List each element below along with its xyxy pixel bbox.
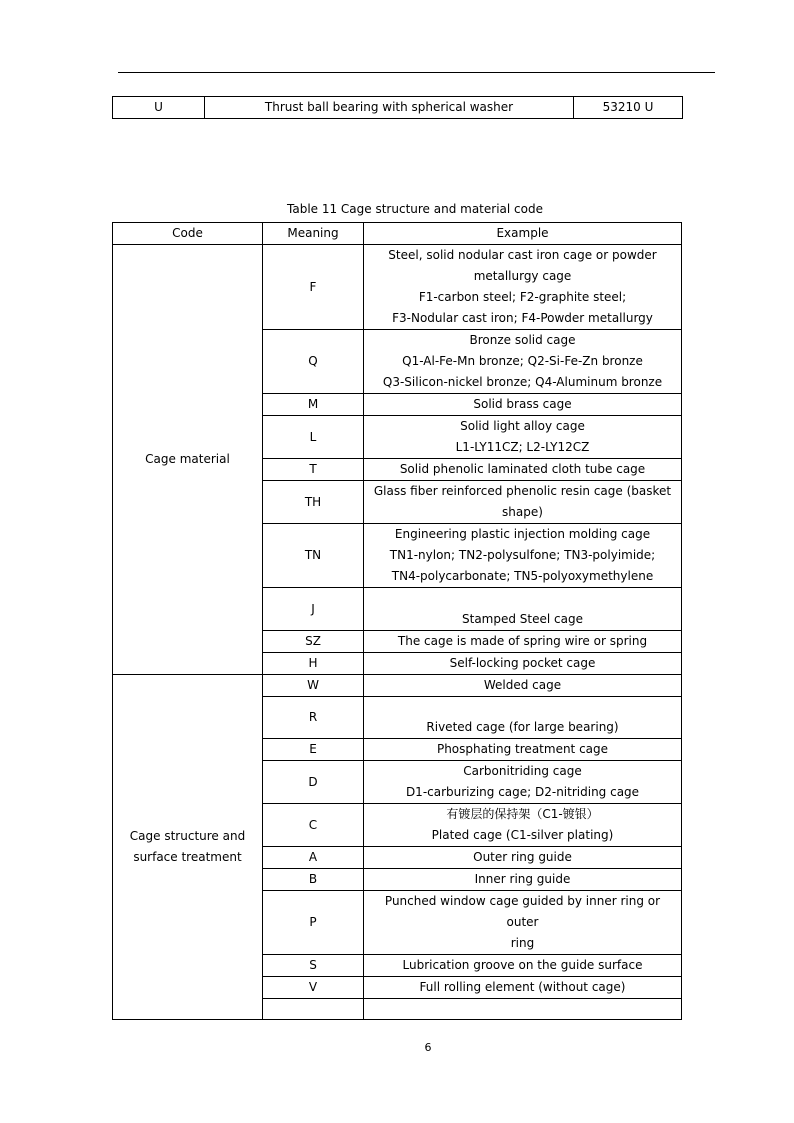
example-line: F1-carbon steel; F2-graphite steel; (418, 290, 627, 304)
example-line: Steel, solid nodular cast iron cage or powder (388, 248, 657, 262)
code-cell: T (263, 459, 364, 481)
example-cell (364, 955, 682, 977)
example-line: TN4-polycarbonate; TN5-polyoxymethylene (391, 569, 654, 583)
code-cell: S (263, 955, 364, 977)
header-rule (118, 72, 715, 73)
code-cell: D (263, 761, 364, 804)
example-line: Glass fiber reinforced phenolic resin cage (basket (373, 484, 672, 498)
example-cell (364, 631, 682, 653)
example-line: Bronze solid cage (469, 333, 576, 347)
example-line: Punched window cage guided by inner ring or outer (384, 894, 661, 929)
code-cell: TN (263, 524, 364, 588)
example-line: Solid brass cage (473, 397, 572, 411)
code-cell: J (263, 588, 364, 631)
group-label-cell (113, 245, 263, 675)
example-line: L1-LY11CZ; L2-LY12CZ (455, 440, 590, 454)
code-cell: Q (263, 330, 364, 394)
code-cell: R (263, 697, 364, 739)
group-label-line: surface treatment (133, 850, 242, 864)
page-number: 6 (424, 1041, 432, 1054)
example-line: Self-locking pocket cage (449, 656, 596, 670)
example-cell: 53210 U (574, 97, 683, 119)
code-cell: SZ (263, 631, 364, 653)
example-cell (364, 977, 682, 999)
table-header-row (113, 223, 682, 245)
example-line: Lubrication groove on the guide surface (402, 958, 643, 972)
example-line: Carbonitriding cage (463, 764, 582, 778)
example-line: Phosphating treatment cage (436, 742, 609, 756)
example-line: Stamped Steel cage (462, 612, 583, 626)
code-cell: V (263, 977, 364, 999)
example-cell (364, 804, 682, 847)
example-cell (364, 761, 682, 804)
example-cell (364, 245, 682, 330)
example-line: Plated cage (C1-silver plating) (431, 828, 614, 842)
header-example: Example (364, 223, 682, 245)
code-cell: H (263, 653, 364, 675)
example-line: The cage is made of spring wire or spring (397, 634, 648, 648)
example-line: Solid phenolic laminated cloth tube cage (399, 462, 646, 476)
example-line: TN1-nylon; TN2-polysulfone; TN3-polyimide; (389, 548, 656, 562)
group-label: Cage material (145, 452, 230, 466)
example-line: Q3-Silicon-nickel bronze; Q4-Aluminum bronze (382, 375, 663, 389)
code-cell: A (263, 847, 364, 869)
example-line: Solid light alloy cage (460, 419, 585, 433)
example-line: Full rolling element (without cage) (419, 980, 626, 994)
example-cell (364, 869, 682, 891)
example-cell (364, 481, 682, 524)
example-cell (364, 999, 682, 1020)
example-line: metallurgy cage (473, 269, 572, 283)
example-line: Riveted cage (for large bearing) (426, 720, 619, 734)
example-cell (364, 330, 682, 394)
example-cell (364, 653, 682, 675)
example-cell (364, 847, 682, 869)
code-cell: B (263, 869, 364, 891)
group-label-cell (113, 675, 263, 1020)
example-cell (364, 739, 682, 761)
cage-code-table (112, 222, 682, 1020)
previous-table-fragment (112, 96, 683, 119)
code-cell (263, 999, 364, 1020)
example-cell (364, 697, 682, 739)
example-line: ring (510, 936, 535, 950)
meaning-cell: Thrust ball bearing with spherical washer (205, 97, 574, 119)
header-meaning: Meaning (263, 223, 364, 245)
example-line: Inner ring guide (474, 872, 571, 886)
example-line: 有镀层的保持架（C1-镀银） (446, 807, 599, 821)
example-line: Welded cage (483, 678, 562, 692)
example-cell (364, 524, 682, 588)
table-row (113, 97, 683, 119)
example-cell (364, 891, 682, 955)
code-cell: F (263, 245, 364, 330)
example-cell (364, 588, 682, 631)
table-row (113, 245, 682, 330)
example-cell (364, 394, 682, 416)
example-line: shape) (502, 505, 543, 519)
example-line: Q1-Al-Fe-Mn bronze; Q2-Si-Fe-Zn bronze (402, 354, 643, 368)
group-label-line: Cage structure and (129, 829, 246, 843)
example-line: D1-carburizing cage; D2-nitriding cage (405, 785, 640, 799)
code-cell: C (263, 804, 364, 847)
example-line: Outer ring guide (473, 850, 572, 864)
example-cell (364, 459, 682, 481)
header-code: Code (113, 223, 263, 245)
example-cell (364, 675, 682, 697)
example-line: Engineering plastic injection molding cage (394, 527, 651, 541)
code-cell: M (263, 394, 364, 416)
code-cell: TH (263, 481, 364, 524)
code-cell: E (263, 739, 364, 761)
code-cell: U (113, 97, 205, 119)
example-line: F3-Nodular cast iron; F4-Powder metallurgy (392, 311, 653, 325)
code-cell: L (263, 416, 364, 459)
example-cell (364, 416, 682, 459)
table-caption: Table 11 Cage structure and material code (287, 202, 543, 216)
code-cell: P (263, 891, 364, 955)
code-cell: W (263, 675, 364, 697)
table-row (113, 675, 682, 697)
